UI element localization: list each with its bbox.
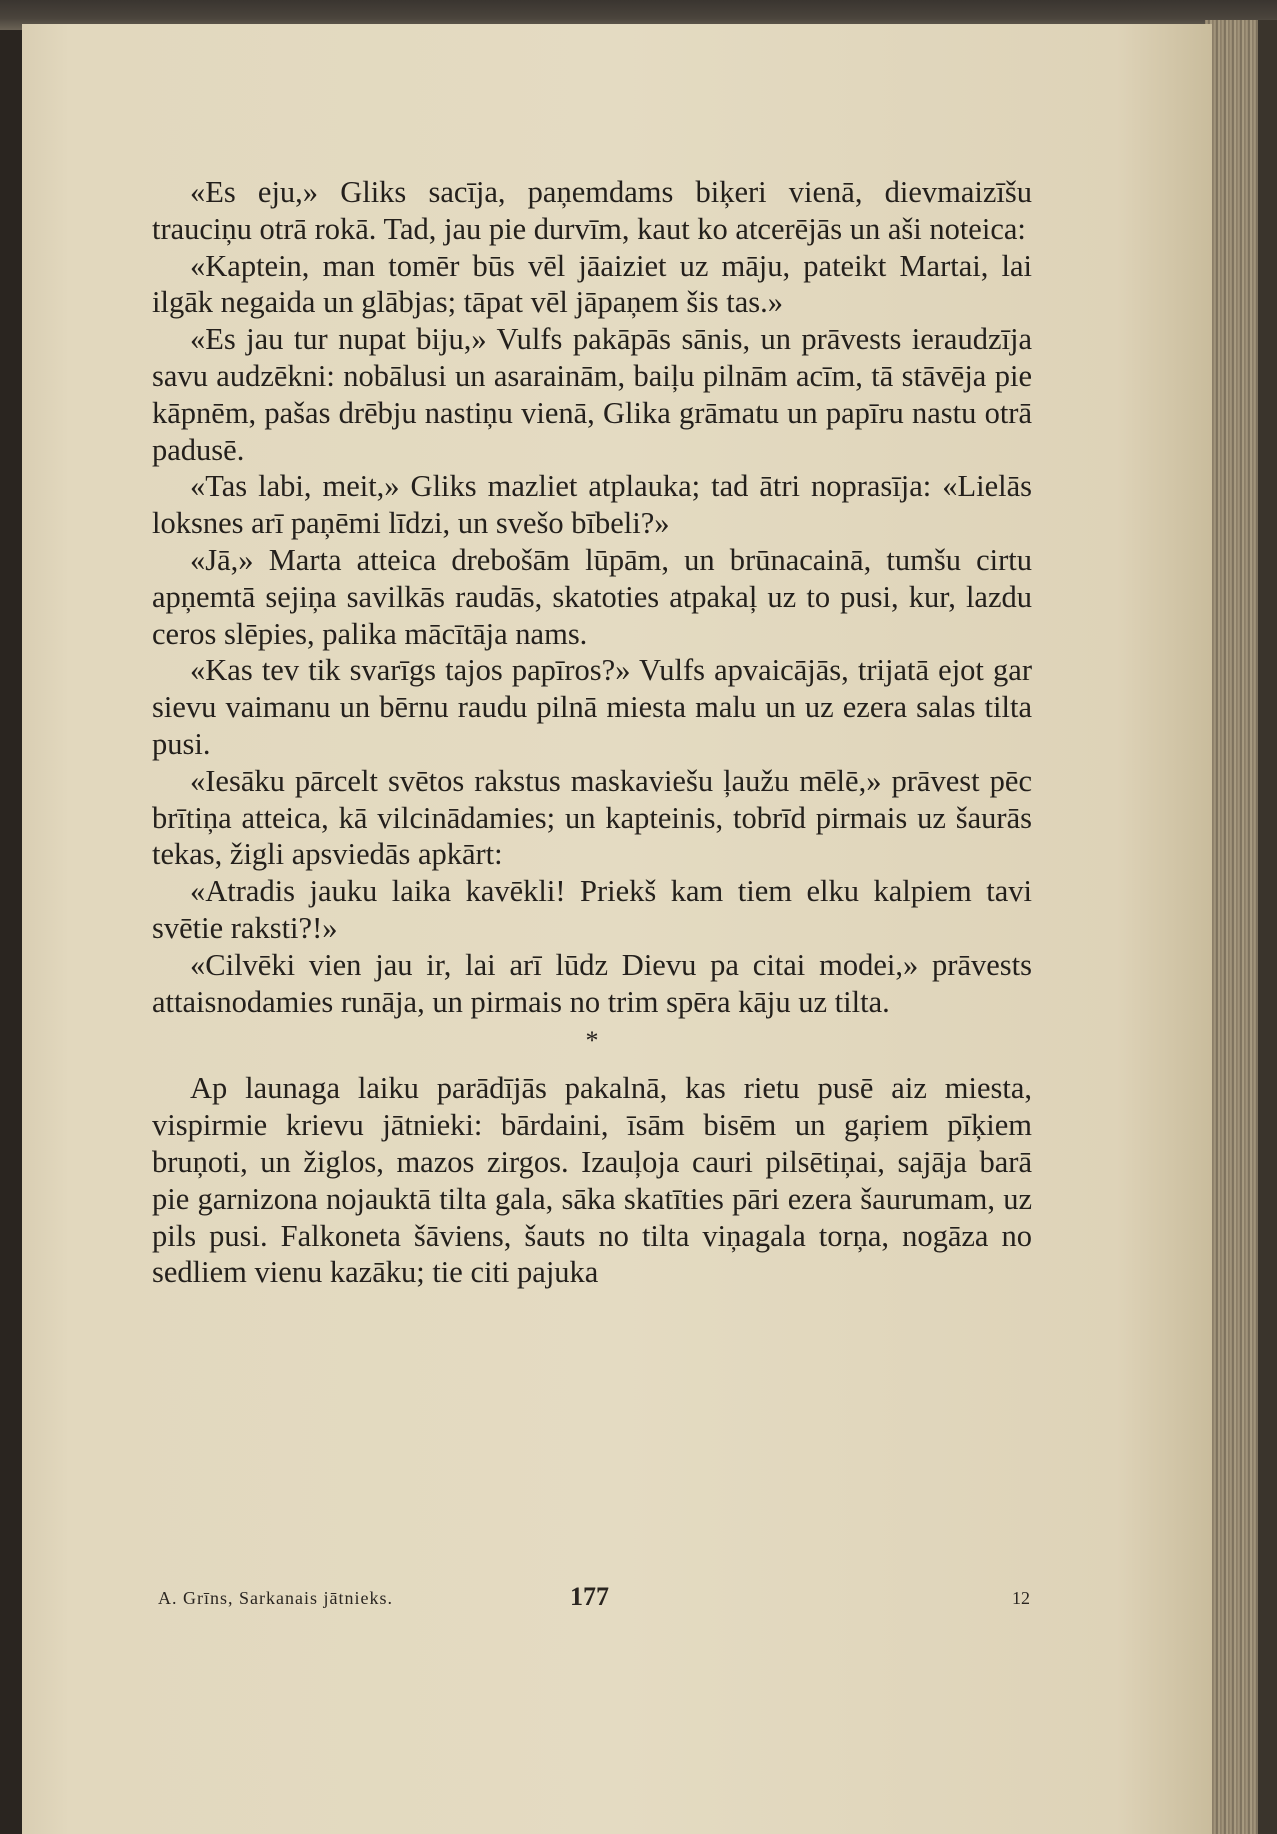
book-page [22,24,1212,1834]
paragraph: «Es eju,» Gliks sacīja, paņemdams biķeri vienā, dievmaizīšu trauciņu otrā rokā. Tad, jau pie durvīm, kaut ko atcerējās un aši noteica: [152,175,1032,246]
paragraph: «Tas labi, meit,» Gliks mazliet atplauka; tad ātri noprasīja: «Lielās loksnes arī paņēmi līdzi, un svešo bībeli?» [152,469,1032,541]
page-number: 177 [570,1582,609,1611]
book-cover-edge [1258,20,1277,1834]
paragraph: «Kas tev tik svarīgs tajos papīros?» Vulfs apvaicājās, trijatā ejot gar sievu vaimanu un bērnu raudu pilnā miesta malu un uz ezera salas tilta pusi. [152,653,1032,761]
paragraph: «Iesāku pārcelt svētos rakstus maskaviešu ļaužu mēlē,» prāvest pēc brītiņa atteica, kā vilcinādamies; un kapteinis, tobrīd pirmais uz šaurās tekas, žigli apsviedās apkārt: [152,763,1032,872]
page-footer [158,1582,1030,1622]
paragraph: «Es jau tur nupat biju,» Vulfs pakāpās sānis, un prāvests ieraudzīja savu audzēkni: nobālusi un asarainām, baiļu pilnām acīm, tā stāvēja pie kāpnēm, pašas drēbju nastiņu vienā, Glika grāmatu un papīru nastu otrā padusē. [152,322,1032,467]
paragraph: «Kaptein, man tomēr būs vēl jāaiziet uz māju, pateikt Martai, lai ilgāk negaida un glābjas; tāpat vēl jāpaņem šis tas.» [152,248,1032,320]
sheet-mark: 12 [1012,1588,1030,1608]
footer-signature: A. Grīns, Sarkanais jātnieks. [158,1588,393,1608]
section-separator: * [585,1026,599,1056]
body-text [152,174,1032,1291]
paragraph: «Atradis jauku laika kavēkli! Priekš kam tiem elku kalpiem tavi svētie raksti?!» [152,874,1032,945]
paragraph: «Cilvēki vien jau ir, lai arī lūdz Dievu pa citai modei,» prāvests attaisnodamies runāja, un pirmais no trim spēra kāju uz tilta. [152,947,1032,1019]
paragraph: «Jā,» Marta atteica drebošām lūpām, un brūnacainā, tumšu cirtu apņemtā sejiņa savilkās raudās, skatoties atpakaļ uz to pusi, kur, lazdu ceros slēpies, palika mācītāja nams. [152,542,1032,651]
paragraph: Ap launaga laiku parādījās pakalnā, kas rietu pusē aiz miesta, vispirmie krievu jātnieki: bārdaini, īsām bisēm un gaŗiem pīķiem bruņoti, un žiglos, mazos zirgos. Izauļoja cauri pilsētiņai, sajāja barā pie garnizona nojauktā tilta gala, sāka skatīties pāri ezera šaurumam, uz pils pusi. Falkoneta šāviens, šauts no tilta viņagala torņa, nogāza no sedliem vienu kazāku; tie citi pajuka [152,1071,1032,1290]
